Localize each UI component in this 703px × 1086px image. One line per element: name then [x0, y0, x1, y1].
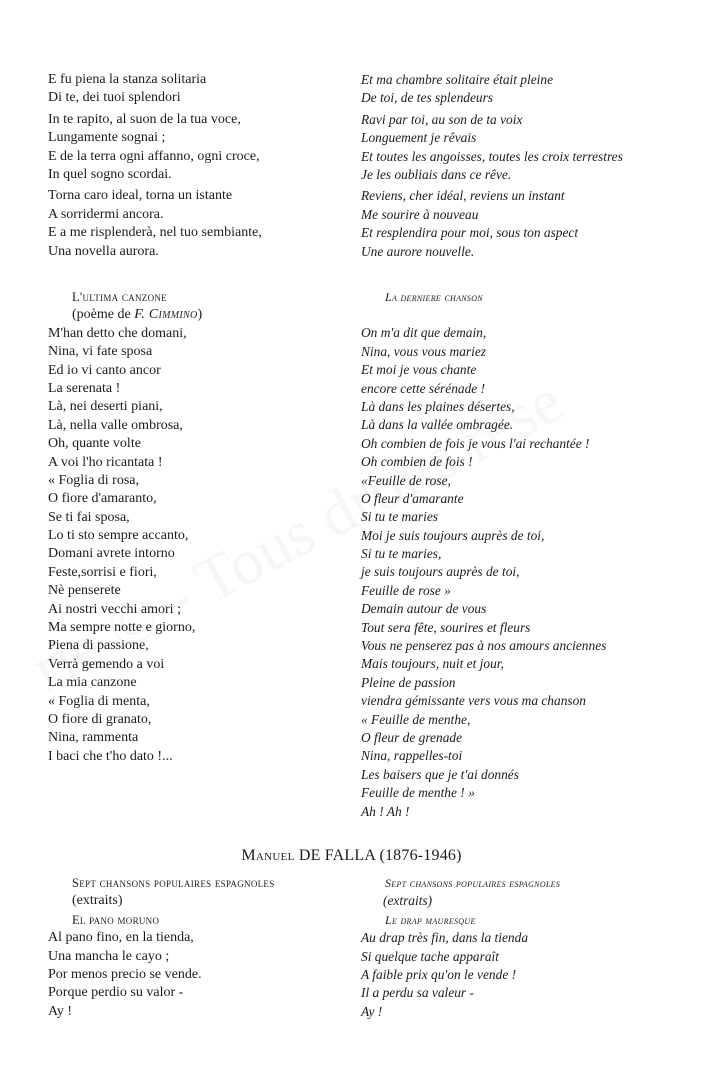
verse-line: Domani avrete intorno: [48, 546, 175, 562]
verse-line: Di te, dei tuoi splendori: [48, 90, 181, 106]
stanza: [361, 71, 681, 108]
verse-line: encore cette sérénade !: [361, 380, 486, 396]
song-italian-ultima-canzone: [48, 288, 348, 766]
verse-line: Et moi je vous chante: [361, 362, 477, 378]
verse-line: Nina, rappelles-toi: [361, 748, 463, 764]
verse-line: Ma sempre notte e giorno,: [48, 620, 196, 636]
verse-line: La serenata !: [48, 380, 121, 396]
verse-line: « Foglia di rosa,: [48, 472, 139, 488]
verse-line: Il a perdu sa valeur -: [361, 985, 474, 1001]
verse-line: In quel sogno scordai.: [48, 166, 172, 182]
verse-line: De toi, de tes splendeurs: [361, 90, 494, 106]
song-title: L'ultima canzone: [72, 290, 167, 304]
verse-line: viendra gémissante vers vous ma chanson: [361, 693, 586, 709]
verse-line: Et ma chambre solitaire était pleine: [361, 72, 554, 87]
verse-line: Oh, quante volte: [48, 436, 141, 452]
verse-line: Ah ! Ah !: [361, 803, 410, 819]
verse-line: A voi l'ho ricantata !: [48, 454, 163, 470]
song-subtitle: [48, 306, 348, 324]
verse-line: Je les oubliais dans ce rêve.: [361, 166, 512, 182]
verse-line: Porque perdio su valor -: [48, 985, 184, 1001]
verse-line: Et resplendira pour moi, sous ton aspect: [361, 225, 579, 241]
stanza: [48, 71, 348, 108]
verse-line: E a me risplenderà, nel tuo sembiante,: [48, 225, 262, 241]
verse-line: I baci che t'ho dato !...: [48, 748, 173, 764]
verse-line: Oh combien de fois !: [361, 454, 473, 470]
verse-block: [361, 324, 681, 821]
stanza: [361, 187, 681, 261]
verse-line: Feste,sorrisi e fiori,: [48, 564, 157, 580]
verse-line: Longuement je rêvais: [361, 130, 477, 146]
verse-line: Tout sera fête, sourires et fleurs: [361, 619, 531, 635]
verse-line: O fiore d'amaranto,: [48, 491, 157, 507]
verse-line: Nina, vous vous mariez: [361, 343, 486, 359]
verse-line: Lo ti sto sempre accanto,: [48, 528, 189, 544]
stanza-italian-part1: [48, 71, 348, 261]
composer-first-name: Manuel: [241, 847, 295, 864]
verse-line: Me sourire à nouveau: [361, 206, 479, 222]
verse-line: E de la terra ogni affanno, ogni croce,: [48, 148, 260, 164]
work-title: Sept chansons populaires espagnoles: [385, 876, 561, 890]
song-french-derniere-chanson: [361, 288, 681, 821]
verse-line: Moi je suis toujours auprès de toi,: [361, 527, 545, 543]
verse-line: Una novella aurora.: [48, 243, 159, 259]
verse-line: Verrà gemendo a voi: [48, 656, 165, 672]
verse-line: Vous ne penserez pas à nos amours anciennes: [361, 638, 607, 654]
verse-line: La mia canzone: [48, 675, 137, 691]
stanza-french-part1: [361, 71, 681, 261]
verse-line: Piena di passione,: [48, 638, 149, 654]
verse-line: Si tu te maries: [361, 509, 438, 525]
verse-line: Ed io vi canto ancor: [48, 362, 161, 378]
verse-line: Nè penserete: [48, 583, 121, 599]
verse-line: Si tu te maries,: [361, 546, 442, 562]
verse-line: Reviens, cher idéal, reviens un instant: [361, 188, 565, 204]
verse-line: Una mancha le cayo ;: [48, 948, 170, 964]
verse-line: Là, nella valle ombrosa,: [48, 417, 183, 433]
stanza: [361, 111, 681, 185]
song-title: El pano moruno: [72, 912, 160, 927]
verse-line: O fiore di granato,: [48, 711, 152, 727]
verse-line: Nina, rammenta: [48, 730, 139, 746]
verse-line: Feuille de menthe ! »: [361, 785, 475, 801]
verse-line: Oh combien de fois je vous l'ai rechantée !: [361, 435, 590, 451]
song-french-drap-mauresque: [361, 874, 681, 1021]
composer-last-name-dates: DE FALLA (1876-1946): [298, 847, 462, 864]
stanza: [48, 187, 348, 261]
verse-line: « Feuille de menthe,: [361, 711, 471, 727]
verse-line: Au drap très fin, dans la tienda: [361, 930, 529, 946]
verse-line: M'han detto che domani,: [48, 325, 187, 341]
verse-line: On m'a dit que demain,: [361, 325, 487, 341]
verse-line: A sorridermi ancora.: [48, 206, 164, 222]
verse-line: O fleur d'amarante: [361, 490, 464, 506]
work-title: Sept chansons populaires espagnoles: [72, 876, 275, 890]
verse-line: «Feuille de rose,: [361, 472, 451, 488]
stanza: [48, 111, 348, 185]
verse-line: « Foglia di menta,: [48, 693, 150, 709]
song-title: La derniere chanson: [385, 290, 483, 304]
verse-line: Ravi par toi, au son de ta voix: [361, 111, 523, 127]
verse-block: [361, 929, 681, 1021]
composer-heading: [0, 846, 703, 866]
extract-note: (extraits): [383, 893, 433, 909]
subtitle-prefix: (poème de: [72, 307, 135, 323]
verse-line: Se ti fai sposa,: [48, 509, 130, 525]
verse-line: In te rapito, al suon de la tua voce,: [48, 111, 241, 127]
verse-line: Demain autour de vous: [361, 601, 487, 617]
verse-line: Nina, vi fate sposa: [48, 344, 153, 360]
verse-line: Al pano fino, en la tienda,: [48, 930, 194, 946]
verse-line: O fleur de grenade: [361, 729, 463, 745]
verse-block: [48, 929, 348, 1021]
verse-block: [48, 325, 348, 766]
poet-name: F. Cimmino: [134, 307, 198, 323]
verse-line: Por menos precio se vende.: [48, 966, 202, 982]
verse-line: Les baisers que je t'ai donnés: [361, 766, 519, 782]
verse-line: Une aurore nouvelle.: [361, 243, 475, 259]
verse-line: Torna caro ideal, torna un istante: [48, 188, 233, 204]
verse-line: je suis toujours auprès de toi,: [361, 564, 520, 580]
verse-line: E fu piena la stanza solitaria: [48, 72, 207, 87]
verse-line: Ay !: [361, 1003, 383, 1019]
verse-line: Pleine de passion: [361, 674, 456, 690]
subtitle-suffix: ): [197, 307, 203, 323]
verse-line: Et toutes les angoisses, toutes les croix terrestres: [361, 148, 623, 164]
verse-line: Feuille de rose »: [361, 582, 451, 598]
verse-line: A faible prix qu'on le vende !: [361, 966, 517, 982]
extract-note: (extraits): [72, 893, 123, 909]
verse-line: Si quelque tache apparaît: [361, 948, 499, 964]
song-spanish-pano-moruno: [48, 874, 348, 1021]
verse-line: Là, nei deserti piani,: [48, 399, 163, 415]
verse-line: Ay !: [48, 1003, 72, 1019]
verse-line: Lungamente sognai ;: [48, 130, 166, 146]
song-title: Le drap mauresque: [385, 912, 476, 927]
verse-line: Mais toujours, nuit et jour,: [361, 656, 504, 672]
verse-line: Là dans les plaines désertes,: [361, 398, 515, 414]
verse-line: Là dans la vallée ombragée.: [361, 417, 514, 433]
verse-line: Ai nostri vecchi amori ;: [48, 601, 181, 617]
